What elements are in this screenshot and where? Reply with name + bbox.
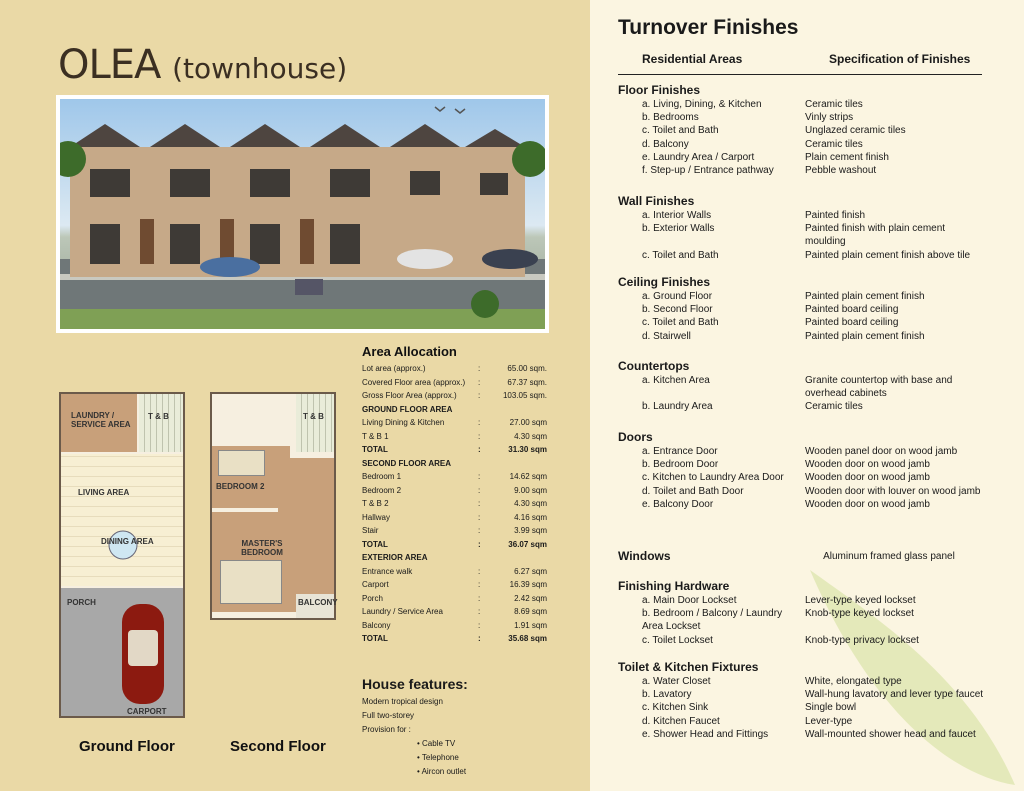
finish-spec: Unglazed ceramic tiles: [805, 125, 906, 137]
house-feature-item: Full two-storey: [362, 711, 415, 720]
finish-spec: Painted plain cement finish above tile: [805, 249, 971, 261]
second-area-row-label: Bedroom 1: [362, 472, 402, 482]
exterior-total-row-value: 35.68 sqm: [508, 634, 547, 644]
finish-row: [618, 485, 998, 498]
finish-spec: Plain cement finish: [805, 151, 889, 163]
second-floor-caption: Second Floor: [230, 738, 326, 755]
finish-item: a. Kitchen Area: [642, 375, 710, 386]
room-label-dining: DINING AREA: [101, 537, 154, 546]
house-feature-item: Provision for :: [362, 725, 411, 734]
finish-section: [618, 359, 998, 414]
finish-row: [618, 374, 998, 400]
exterior-area-row-label: Balcony: [362, 620, 391, 630]
finish-item: e. Balcony Door: [642, 498, 714, 510]
second-area-row: [362, 497, 547, 511]
finish-section-title: Wall Finishes: [618, 194, 695, 208]
page-title: [58, 42, 347, 88]
col-specification: Specification of Finishes: [829, 52, 971, 66]
ground-area-row: [362, 416, 547, 430]
room-label-tb-second: T & B: [303, 412, 324, 421]
exterior-area-row: [362, 592, 547, 606]
finish-row: [618, 316, 998, 329]
finish-spec: White, elongated type: [805, 676, 902, 687]
exterior-area-row: [362, 565, 547, 579]
exterior-area-row-value: 1.91 sqm: [514, 620, 547, 630]
area-allocation-title: Area Allocation: [362, 344, 457, 359]
ground-total-row-value: 31.30 sqm: [508, 445, 547, 455]
finish-row: [618, 471, 998, 484]
finish-row: [618, 688, 998, 701]
finish-row: [618, 594, 998, 607]
ground-area-row-colon: :: [478, 418, 481, 428]
finish-row: [618, 111, 998, 124]
finish-item: c. Toilet Lockset: [642, 634, 713, 646]
second-area-row: [362, 470, 547, 484]
finish-spec: Vinly strips: [805, 112, 854, 124]
finish-item: e. Laundry Area / Carport: [642, 151, 755, 163]
ground-area-row: [362, 430, 547, 444]
finish-section-title: Ceiling Finishes: [618, 275, 711, 289]
finish-row: [618, 98, 998, 111]
second-area-row-label: Hallway: [362, 512, 391, 522]
finish-row: [618, 290, 998, 303]
second-heading: SECOND FLOOR AREA: [362, 458, 452, 468]
exterior-total-row: [362, 632, 547, 646]
second-area-row-colon: :: [478, 526, 481, 536]
finish-item: c. Kitchen to Laundry Area Door: [642, 472, 784, 484]
finish-section: [618, 83, 998, 177]
finish-item: f. Step-up / Entrance pathway: [642, 165, 774, 177]
room-label-laundry: LAUNDRY / SERVICE AREA: [71, 411, 131, 429]
house-feature-item: Modern tropical design: [362, 697, 443, 706]
title-sub: (townhouse): [172, 52, 348, 85]
finish-row: [618, 124, 998, 137]
finish-spec: Painted plain cement finish: [805, 330, 925, 342]
exterior-total-row-label: TOTAL: [362, 634, 388, 644]
exterior-total-row-colon: :: [478, 634, 481, 644]
second-area-row-label: Stair: [362, 526, 379, 536]
finish-spec: Pebble washout: [805, 165, 877, 177]
exterior-area-row: [362, 578, 547, 592]
tb2-floor: [296, 394, 334, 452]
area-summary-row-label: Covered Floor area (approx.): [362, 377, 466, 387]
second-area-row-value: 4.30 sqm: [514, 499, 547, 509]
ground-area-row-value: 27.00 sqm: [509, 418, 547, 428]
finish-section: [618, 430, 998, 511]
finish-row: [618, 303, 998, 316]
finish-row: [618, 222, 998, 248]
room-label-carport: CARPORT: [127, 707, 167, 716]
exterior-area-row: [362, 605, 547, 619]
exterior-area-row-label: Entrance walk: [362, 566, 413, 576]
room-label-porch: PORCH: [67, 598, 96, 607]
area-summary-row-value: 65.00 sqm.: [507, 364, 547, 374]
finish-item: b. Laundry Area: [642, 401, 713, 413]
area-summary-row: [362, 376, 547, 390]
finish-section: [618, 660, 998, 741]
finish-section: [618, 579, 998, 647]
second-area-row: [362, 484, 547, 498]
second-area-row-value: 3.99 sqm: [514, 526, 547, 536]
second-area-row-colon: :: [478, 512, 481, 522]
exterior-area-row-label: Carport: [362, 580, 389, 590]
exterior-area-row-colon: :: [478, 580, 481, 590]
finish-row: [618, 445, 998, 458]
house-features-list: [362, 695, 466, 779]
finish-section-title: Finishing Hardware: [618, 579, 730, 593]
ground-area-row-label: Living Dining & Kitchen: [362, 418, 445, 428]
ground-total-row: [362, 443, 547, 457]
area-summary-row-colon: :: [478, 377, 481, 387]
room-label-master: MASTER'S BEDROOM: [241, 539, 283, 557]
ground-total-row-colon: :: [478, 445, 481, 455]
finish-item: d. Stairwell: [642, 330, 691, 342]
finish-section-title: Countertops: [618, 359, 690, 373]
finish-item: b. Lavatory: [642, 689, 692, 701]
exterior-area-row-colon: :: [478, 620, 481, 630]
finish-section-title: Doors: [618, 430, 653, 444]
finish-spec: Wooden door on wood jamb: [805, 459, 930, 471]
finish-item: b. Bedrooms: [642, 112, 699, 124]
finish-row: [618, 607, 998, 633]
finish-row: [618, 330, 998, 343]
ground-area-row-label: T & B 1: [362, 431, 389, 441]
finish-section: [618, 194, 998, 262]
second-area-row-value: 9.00 sqm: [514, 485, 547, 495]
second-area-row-label: Bedroom 2: [362, 485, 402, 495]
finish-spec: Painted finish: [805, 210, 866, 221]
house-feature-provision: • Telephone: [417, 753, 459, 762]
second-area-row-value: 4.16 sqm: [514, 512, 547, 522]
finish-item: d. Kitchen Faucet: [642, 715, 720, 727]
finish-item: c. Toilet and Bath: [642, 317, 719, 329]
second-area-row-label: T & B 2: [362, 499, 389, 509]
exterior-area-row-value: 6.27 sqm: [514, 566, 547, 576]
finish-item: a. Main Door Lockset: [642, 595, 737, 606]
area-summary-row-value: 67.37 sqm.: [507, 377, 547, 387]
finish-spec: Granite countertop with base and overhead cabinets: [805, 375, 953, 400]
master-bed-icon: [220, 560, 282, 604]
exterior-area-row: [362, 619, 547, 633]
finish-row: [618, 498, 998, 511]
house-feature-provision: • Aircon outlet: [417, 767, 467, 776]
house-feature-provision: • Cable TV: [417, 739, 456, 748]
finish-item: a. Water Closet: [642, 676, 711, 687]
exterior-area-row-label: Laundry / Service Area: [362, 607, 443, 617]
exterior-area-row-value: 8.69 sqm: [514, 607, 547, 617]
area-summary-row: [362, 389, 547, 403]
ground-area-row-colon: :: [478, 431, 481, 441]
second-area-row-colon: :: [478, 485, 481, 495]
finish-row: [618, 138, 998, 151]
second-area-row-value: 14.62 sqm: [509, 472, 547, 482]
finish-spec: Single bowl: [805, 702, 857, 714]
bed2-icon: [218, 450, 265, 476]
exterior-area-row-colon: :: [478, 566, 481, 576]
finish-spec: Ceramic tiles: [805, 401, 863, 413]
exterior-area-row-colon: :: [478, 607, 481, 617]
ground-floor-caption: Ground Floor: [79, 738, 175, 755]
finishes-title: Turnover Finishes: [618, 16, 799, 39]
townhouse-photo: [56, 95, 549, 333]
finish-spec: Wall-mounted shower head and faucet: [805, 728, 976, 740]
exterior-heading: EXTERIOR AREA: [362, 553, 428, 563]
exterior-area-row-label: Porch: [362, 593, 383, 603]
finish-spec: Lever-type: [805, 715, 853, 727]
finish-item: c. Toilet and Bath: [642, 249, 719, 261]
area-allocation-table: [362, 362, 547, 646]
finish-item: c. Kitchen Sink: [642, 702, 709, 714]
area-summary-row-label: Gross Floor Area (approx.): [362, 391, 457, 401]
area-summary-row: [362, 362, 547, 376]
finish-item: a. Ground Floor: [642, 291, 713, 302]
townhouse-illustration: [60, 99, 545, 329]
second-total-row-label: TOTAL: [362, 539, 388, 549]
exterior-area-row-value: 16.39 sqm: [509, 580, 547, 590]
second-area-row: [362, 524, 547, 538]
finish-spec: Wall-hung lavatory and lever type faucet: [805, 689, 984, 701]
finish-item: a. Entrance Door: [642, 446, 718, 457]
room-label-living: LIVING AREA: [78, 488, 130, 497]
finish-row: [618, 458, 998, 471]
finish-row: [618, 209, 998, 222]
finish-item: a. Living, Dining, & Kitchen: [642, 99, 762, 110]
finish-section-title: Windows: [618, 549, 671, 563]
finish-item: a. Interior Walls: [642, 210, 712, 221]
area-summary-row-value: 103.05 sqm.: [502, 391, 547, 401]
finish-row: [618, 164, 998, 177]
room-label-tb-ground: T & B: [148, 412, 169, 421]
finish-item: c. Toilet and Bath: [642, 125, 719, 137]
finish-row: [618, 634, 998, 647]
house-features-title: House features:: [362, 676, 468, 692]
finish-section: [618, 550, 998, 563]
second-area-row-colon: :: [478, 499, 481, 509]
area-summary-row-colon: :: [478, 364, 481, 374]
finish-spec: Wooden door on wood jamb: [805, 472, 930, 484]
col-residential-areas: Residential Areas: [642, 52, 743, 66]
finish-spec: Knob-type keyed lockset: [805, 608, 914, 620]
second-total-row-colon: :: [478, 539, 481, 549]
finish-row: [618, 151, 998, 164]
area-summary-row-colon: :: [478, 391, 481, 401]
finish-item: d. Toilet and Bath Door: [642, 485, 744, 497]
finish-spec: Wooden door on wood jamb: [805, 498, 930, 510]
finish-row: [618, 715, 998, 728]
finish-section: [618, 275, 998, 343]
finish-section-title: Floor Finishes: [618, 83, 701, 97]
exterior-area-row-value: 2.42 sqm: [514, 593, 547, 603]
finish-spec: Lever-type keyed lockset: [805, 595, 916, 606]
ground-total-row-label: TOTAL: [362, 445, 388, 455]
finish-spec: Painted board ceiling: [805, 317, 899, 329]
second-area-row-colon: :: [478, 472, 481, 482]
room-label-balcony: BALCONY: [298, 598, 338, 607]
finish-spec: Wooden panel door on wood jamb: [805, 446, 958, 457]
finish-row: [618, 701, 998, 714]
finish-spec: Ceramic tiles: [805, 138, 863, 150]
finish-spec: Ceramic tiles: [805, 99, 863, 110]
ground-area-row-value: 4.30 sqm: [514, 431, 547, 441]
finish-spec: Painted plain cement finish: [805, 291, 925, 302]
finish-item: b. Bedroom / Balcony / Laundry Area Lockset: [642, 608, 783, 633]
finishes-header: [618, 52, 982, 75]
finish-spec: Aluminum framed glass panel: [823, 551, 955, 562]
finish-spec: Knob-type privacy lockset: [805, 634, 919, 646]
exterior-area-row-colon: :: [478, 593, 481, 603]
finish-section-inline: [618, 550, 998, 563]
finish-item: b. Exterior Walls: [642, 223, 715, 235]
title-main: OLEA: [58, 42, 161, 88]
finish-row: [618, 728, 998, 741]
second-total-row: [362, 538, 547, 552]
finish-item: d. Balcony: [642, 138, 689, 150]
ground-heading: GROUND FLOOR AREA: [362, 404, 453, 414]
finish-spec: Wooden door with louver on wood jamb: [805, 485, 981, 497]
finish-row: [618, 400, 998, 413]
finish-spec: Painted finish with plain cement moulding: [805, 223, 946, 248]
car-icon: [118, 600, 168, 708]
finish-item: e. Shower Head and Fittings: [642, 728, 769, 740]
finish-row: [618, 249, 998, 262]
finish-item: b. Second Floor: [642, 304, 713, 316]
finish-section-title: Toilet & Kitchen Fixtures: [618, 660, 759, 674]
area-summary-row-label: Lot area (approx.): [362, 364, 426, 374]
room-label-bedroom2: BEDROOM 2: [216, 482, 265, 491]
second-total-row-value: 36.07 sqm: [508, 539, 547, 549]
finish-spec: Painted board ceiling: [805, 304, 899, 316]
finish-row: [618, 675, 998, 688]
second-area-row: [362, 511, 547, 525]
tb-floor: [139, 394, 183, 452]
finish-item: b. Bedroom Door: [642, 459, 719, 471]
